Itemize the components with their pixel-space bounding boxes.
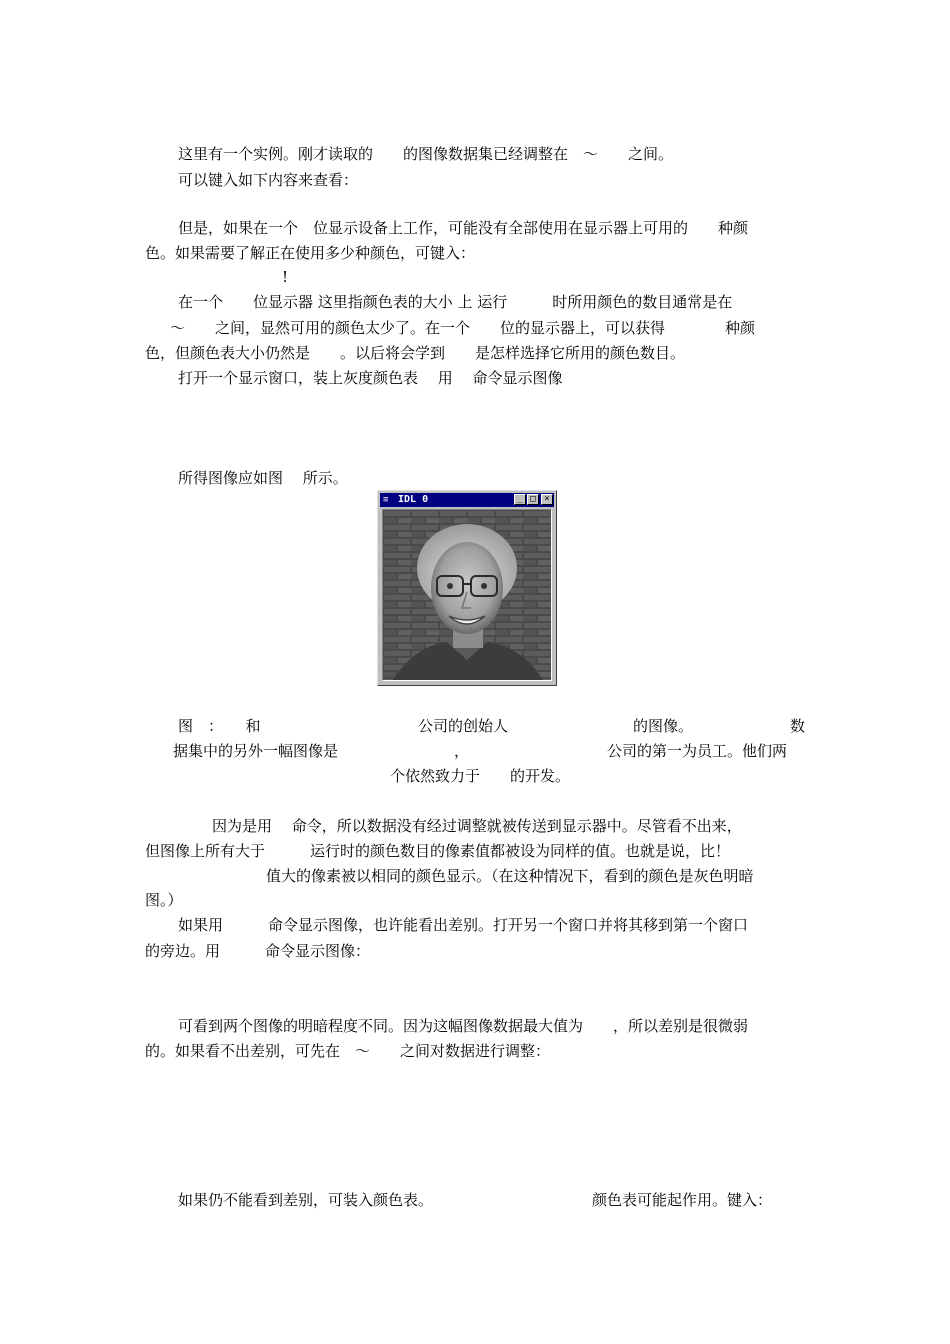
paragraph-3-line-2: ～ 之间，显然可用的颜色太少了。在一个 位的显示器上，可以获得 种颜 [170, 319, 756, 337]
caption-line-1-label: 图 ： 和 [178, 717, 261, 735]
paragraph-3-line-3: 色，但颜色表大小仍然是 。以后将会学到 是怎样选择它所用的颜色数目。 [145, 344, 686, 362]
paragraph-8-line-2: 的。如果看不出差别，可先在 ～ 之间对数据进行调整： [145, 1042, 551, 1060]
paragraph-1-line-1: 这里有一个实例。刚才读取的 的图像数据集已经调整在 ～ 之间。 [178, 145, 674, 163]
minimize-button[interactable]: _ [514, 494, 526, 505]
paragraph-2-line-3: ! [282, 268, 289, 286]
idl-display-window [377, 490, 557, 686]
paragraph-6-line-3: 值大的像素被以相同的颜色显示。（在这种情况下，看到的颜色是灰色明暗 [266, 867, 754, 885]
grayscale-portrait-image [382, 509, 552, 681]
caption-line-3: 个依然致力于 的开发。 [390, 767, 571, 785]
paragraph-1-line-2: 可以键入如下内容来查看： [178, 171, 359, 189]
paragraph-2-line-1: 但是，如果在一个 位显示设备上工作，可能没有全部使用在显示器上可用的 种颜 [178, 219, 749, 237]
caption-line-1-company-founder: 公司的创始人 [418, 717, 509, 735]
portrait-photo [383, 510, 551, 680]
paragraph-3-line-1: 在一个 位显示器 这里指颜色表的大小 上 运行 时所用颜色的数目通常是在 [178, 293, 733, 311]
close-button[interactable]: × [541, 494, 553, 505]
paragraph-9-line-1-end: 颜色表可能起作用。键入： [592, 1191, 773, 1209]
window-title: IDL 0 [398, 494, 429, 505]
paragraph-7-line-1: 如果用 命令显示图像，也许能看出差别。打开另一个窗口并将其移到第一个窗口 [178, 916, 749, 934]
caption-line-2-end: 公司的第一为员工。他们两 [607, 742, 788, 760]
maximize-button[interactable]: □ [527, 494, 539, 505]
paragraph-8-line-1: 可看到两个图像的明暗程度不同。因为这幅图像数据最大值为 ，所以差别是很微弱 [178, 1017, 749, 1035]
system-menu-icon[interactable]: ≡ [383, 495, 389, 505]
paragraph-4-line-1: 打开一个显示窗口，装上灰度颜色表 用 命令显示图像 [178, 369, 563, 387]
paragraph-6-line-2: 但图像上所有大于 运行时的颜色数目的像素值都被设为同样的值。也就是说，比！ [145, 842, 731, 860]
caption-line-2-start: 据集中的另外一幅图像是 [173, 742, 339, 760]
paragraph-7-line-2: 的旁边。用 命令显示图像： [145, 942, 371, 960]
window-titlebar[interactable] [380, 493, 554, 507]
caption-line-1-image-of: 的图像。 [633, 717, 694, 735]
caption-line-2-comma: ， [454, 742, 470, 760]
paragraph-6-line-1: 因为是用 命令，所以数据没有经过调整就被传送到显示器中。尽管看不出来， [212, 817, 742, 835]
paragraph-2-line-2: 色。如果需要了解正在使用多少种颜色，可键入： [145, 244, 476, 262]
paragraph-5-line-1: 所得图像应如图 所示。 [178, 469, 348, 487]
paragraph-6-line-4: 图。） [145, 891, 183, 909]
paragraph-9-line-1-start: 如果仍不能看到差别，可装入颜色表。 [178, 1191, 434, 1209]
caption-line-1-end: 数 [790, 717, 806, 735]
